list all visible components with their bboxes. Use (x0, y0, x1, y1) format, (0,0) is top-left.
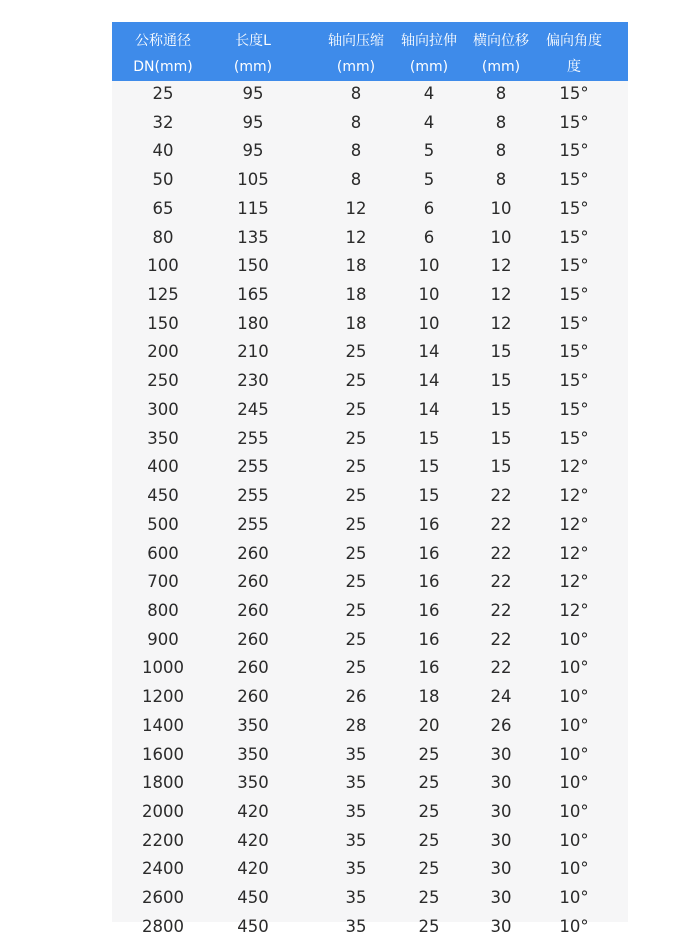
cell-lateral-offset: 22 (490, 629, 512, 649)
cell-lateral-offset: 12 (490, 256, 512, 276)
cell-deflection-angle: 10° (559, 715, 589, 735)
cell-axial-compression: 25 (345, 399, 367, 419)
cell-length: 420 (237, 801, 269, 821)
cell-axial-compression: 35 (345, 801, 367, 821)
cell-axial-extension: 25 (418, 859, 440, 879)
cell-length: 260 (237, 600, 269, 620)
header-lateral-offset (462, 22, 540, 81)
cell-axial-extension: 16 (418, 543, 440, 563)
cell-length: 255 (237, 514, 269, 534)
cell-axial-compression: 25 (345, 600, 367, 620)
cell-axial-extension: 16 (418, 600, 440, 620)
cell-axial-compression: 25 (345, 629, 367, 649)
cell-lateral-offset: 8 (495, 141, 507, 161)
table-row (112, 913, 628, 942)
cell-axial-compression: 25 (345, 371, 367, 391)
cell-nominal-diameter: 50 (152, 170, 174, 190)
cell-deflection-angle: 15° (559, 84, 589, 103)
cell-deflection-angle: 12° (559, 543, 589, 563)
table-row (112, 654, 628, 683)
table-row (112, 827, 628, 856)
cell-axial-compression: 25 (345, 572, 367, 592)
cell-nominal-diameter: 450 (147, 486, 179, 506)
cell-length: 255 (237, 457, 269, 477)
cell-axial-extension: 10 (418, 313, 440, 333)
cell-axial-compression: 28 (345, 715, 367, 735)
header-unit: (mm) (233, 59, 273, 75)
cell-length: 450 (237, 916, 269, 936)
cell-deflection-angle: 12° (559, 514, 589, 534)
cell-nominal-diameter: 350 (147, 428, 179, 448)
table-row (112, 884, 628, 913)
cell-lateral-offset: 15 (490, 371, 512, 391)
cell-deflection-angle: 10° (559, 744, 589, 764)
cell-axial-extension: 20 (418, 715, 440, 735)
cell-length: 260 (237, 629, 269, 649)
cell-deflection-angle: 12° (559, 486, 589, 506)
table-row (112, 626, 628, 655)
cell-axial-compression: 25 (345, 457, 367, 477)
cell-length: 165 (237, 285, 269, 305)
table-row (112, 683, 628, 712)
table-row (112, 540, 628, 569)
header-label: 长度L (235, 33, 271, 49)
header-label: 横向位移 (473, 33, 529, 49)
cell-lateral-offset: 22 (490, 600, 512, 620)
cell-nominal-diameter: 400 (147, 457, 179, 477)
cell-axial-compression: 35 (345, 830, 367, 850)
table-row (112, 338, 628, 367)
cell-deflection-angle: 15° (559, 198, 589, 218)
cell-axial-extension: 25 (418, 888, 440, 908)
cell-axial-extension: 16 (418, 514, 440, 534)
table-row (112, 855, 628, 884)
cell-length: 95 (242, 84, 264, 103)
table-row (112, 310, 628, 339)
cell-axial-extension: 25 (418, 830, 440, 850)
header-axial-compression (316, 22, 396, 81)
cell-axial-compression: 8 (350, 84, 362, 103)
cell-axial-compression: 25 (345, 428, 367, 448)
cell-deflection-angle: 15° (559, 256, 589, 276)
cell-axial-extension: 14 (418, 399, 440, 419)
cell-lateral-offset: 15 (490, 457, 512, 477)
cell-deflection-angle: 10° (559, 859, 589, 879)
cell-nominal-diameter: 80 (152, 227, 174, 247)
table-row (112, 597, 628, 626)
cell-length: 255 (237, 486, 269, 506)
cell-deflection-angle: 10° (559, 916, 589, 936)
cell-nominal-diameter: 2600 (142, 888, 184, 908)
cell-length: 260 (237, 543, 269, 563)
cell-axial-extension: 4 (423, 84, 435, 103)
cell-nominal-diameter: 800 (147, 600, 179, 620)
cell-length: 260 (237, 658, 269, 678)
header-unit: (mm) (409, 59, 449, 75)
cell-axial-extension: 4 (423, 112, 435, 132)
cell-length: 420 (237, 830, 269, 850)
cell-deflection-angle: 15° (559, 141, 589, 161)
header-label: 轴向压缩 (328, 33, 384, 49)
cell-lateral-offset: 10 (490, 198, 512, 218)
cell-nominal-diameter: 600 (147, 543, 179, 563)
table-row (112, 396, 628, 425)
cell-axial-extension: 16 (418, 572, 440, 592)
cell-nominal-diameter: 150 (147, 313, 179, 333)
header-unit: (mm) (336, 59, 376, 75)
cell-axial-compression: 25 (345, 514, 367, 534)
header-axial-extension (394, 22, 464, 81)
cell-axial-compression: 12 (345, 227, 367, 247)
cell-nominal-diameter: 65 (152, 198, 174, 218)
cell-length: 180 (237, 313, 269, 333)
cell-length: 135 (237, 227, 269, 247)
table-row (112, 224, 628, 253)
cell-lateral-offset: 22 (490, 486, 512, 506)
table-row (112, 252, 628, 281)
cell-nominal-diameter: 1600 (142, 744, 184, 764)
cell-deflection-angle: 15° (559, 428, 589, 448)
cell-axial-compression: 35 (345, 744, 367, 764)
header-label: 公称通径 (135, 33, 191, 49)
cell-lateral-offset: 10 (490, 227, 512, 247)
cell-lateral-offset: 15 (490, 399, 512, 419)
cell-axial-extension: 25 (418, 916, 440, 936)
cell-nominal-diameter: 250 (147, 371, 179, 391)
cell-axial-compression: 26 (345, 687, 367, 707)
cell-length: 105 (237, 170, 269, 190)
cell-length: 350 (237, 715, 269, 735)
cell-deflection-angle: 15° (559, 170, 589, 190)
cell-nominal-diameter: 100 (147, 256, 179, 276)
cell-length: 115 (237, 198, 269, 218)
cell-lateral-offset: 8 (495, 112, 507, 132)
table-row (112, 137, 628, 166)
cell-axial-extension: 10 (418, 285, 440, 305)
cell-axial-compression: 8 (350, 141, 362, 161)
cell-nominal-diameter: 40 (152, 141, 174, 161)
cell-deflection-angle: 15° (559, 227, 589, 247)
cell-axial-extension: 6 (423, 198, 435, 218)
table-row (112, 769, 628, 798)
table-body (112, 80, 628, 942)
cell-lateral-offset: 22 (490, 572, 512, 592)
cell-nominal-diameter: 900 (147, 629, 179, 649)
cell-axial-compression: 25 (345, 486, 367, 506)
cell-nominal-diameter: 500 (147, 514, 179, 534)
cell-lateral-offset: 12 (490, 313, 512, 333)
cell-deflection-angle: 10° (559, 687, 589, 707)
table-row (112, 195, 628, 224)
cell-deflection-angle: 12° (559, 600, 589, 620)
cell-length: 245 (237, 399, 269, 419)
cell-length: 260 (237, 687, 269, 707)
cell-axial-extension: 25 (418, 744, 440, 764)
cell-lateral-offset: 30 (490, 744, 512, 764)
cell-axial-extension: 18 (418, 687, 440, 707)
cell-deflection-angle: 10° (559, 888, 589, 908)
cell-deflection-angle: 15° (559, 399, 589, 419)
cell-deflection-angle: 12° (559, 572, 589, 592)
cell-nominal-diameter: 1000 (142, 658, 184, 678)
cell-axial-extension: 25 (418, 773, 440, 793)
cell-length: 350 (237, 744, 269, 764)
cell-axial-compression: 8 (350, 112, 362, 132)
table-header (112, 22, 628, 81)
cell-lateral-offset: 22 (490, 658, 512, 678)
table-row (112, 425, 628, 454)
cell-axial-extension: 14 (418, 342, 440, 362)
table-row (112, 109, 628, 138)
cell-axial-extension: 5 (423, 170, 435, 190)
cell-lateral-offset: 30 (490, 888, 512, 908)
cell-length: 150 (237, 256, 269, 276)
cell-nominal-diameter: 2000 (142, 801, 184, 821)
cell-axial-extension: 15 (418, 486, 440, 506)
header-label: 偏向角度 (546, 33, 602, 49)
cell-deflection-angle: 10° (559, 629, 589, 649)
cell-lateral-offset: 30 (490, 773, 512, 793)
cell-lateral-offset: 22 (490, 543, 512, 563)
cell-axial-compression: 18 (345, 313, 367, 333)
cell-nominal-diameter: 700 (147, 572, 179, 592)
cell-deflection-angle: 15° (559, 313, 589, 333)
cell-length: 255 (237, 428, 269, 448)
cell-lateral-offset: 26 (490, 715, 512, 735)
table-row (112, 166, 628, 195)
cell-length: 230 (237, 371, 269, 391)
cell-nominal-diameter: 300 (147, 399, 179, 419)
cell-axial-extension: 14 (418, 371, 440, 391)
cell-deflection-angle: 10° (559, 801, 589, 821)
header-deflection-angle (536, 22, 612, 81)
cell-axial-compression: 35 (345, 916, 367, 936)
cell-axial-extension: 25 (418, 801, 440, 821)
cell-axial-extension: 6 (423, 227, 435, 247)
cell-nominal-diameter: 32 (152, 112, 174, 132)
table-row (112, 798, 628, 827)
cell-length: 210 (237, 342, 269, 362)
table-row (112, 511, 628, 540)
cell-deflection-angle: 15° (559, 112, 589, 132)
cell-lateral-offset: 15 (490, 342, 512, 362)
cell-nominal-diameter: 2800 (142, 916, 184, 936)
cell-nominal-diameter: 2400 (142, 859, 184, 879)
cell-axial-compression: 35 (345, 773, 367, 793)
cell-lateral-offset: 12 (490, 285, 512, 305)
cell-axial-compression: 18 (345, 256, 367, 276)
table-row (112, 482, 628, 511)
cell-length: 450 (237, 888, 269, 908)
cell-nominal-diameter: 125 (147, 285, 179, 305)
cell-deflection-angle: 10° (559, 830, 589, 850)
cell-axial-compression: 25 (345, 658, 367, 678)
cell-lateral-offset: 30 (490, 859, 512, 879)
cell-deflection-angle: 10° (559, 658, 589, 678)
header-nominal-diameter (120, 22, 206, 81)
cell-axial-compression: 25 (345, 543, 367, 563)
cell-nominal-diameter: 1800 (142, 773, 184, 793)
cell-lateral-offset: 15 (490, 428, 512, 448)
cell-lateral-offset: 30 (490, 801, 512, 821)
cell-deflection-angle: 10° (559, 773, 589, 793)
cell-lateral-offset: 30 (490, 916, 512, 936)
cell-nominal-diameter: 1200 (142, 687, 184, 707)
cell-length: 420 (237, 859, 269, 879)
cell-nominal-diameter: 2200 (142, 830, 184, 850)
table-row (112, 80, 628, 109)
cell-lateral-offset: 8 (495, 84, 507, 103)
cell-nominal-diameter: 200 (147, 342, 179, 362)
cell-deflection-angle: 15° (559, 371, 589, 391)
header-length (210, 22, 296, 81)
cell-axial-compression: 35 (345, 888, 367, 908)
cell-axial-extension: 5 (423, 141, 435, 161)
table-row (112, 367, 628, 396)
table-row (112, 712, 628, 741)
cell-axial-extension: 15 (418, 428, 440, 448)
cell-deflection-angle: 15° (559, 342, 589, 362)
cell-axial-compression: 18 (345, 285, 367, 305)
cell-deflection-angle: 12° (559, 457, 589, 477)
table-row (112, 568, 628, 597)
cell-axial-extension: 16 (418, 629, 440, 649)
table-row (112, 453, 628, 482)
cell-length: 260 (237, 572, 269, 592)
cell-axial-extension: 15 (418, 457, 440, 477)
cell-length: 95 (242, 141, 264, 161)
cell-lateral-offset: 22 (490, 514, 512, 534)
cell-lateral-offset: 8 (495, 170, 507, 190)
cell-axial-extension: 16 (418, 658, 440, 678)
table-row (112, 741, 628, 770)
cell-length: 95 (242, 112, 264, 132)
cell-length: 350 (237, 773, 269, 793)
cell-axial-extension: 10 (418, 256, 440, 276)
cell-axial-compression: 25 (345, 342, 367, 362)
header-unit: 度 (567, 59, 581, 75)
header-label: 轴向拉伸 (401, 33, 457, 49)
cell-lateral-offset: 24 (490, 687, 512, 707)
cell-deflection-angle: 15° (559, 285, 589, 305)
spec-table (112, 22, 628, 936)
cell-nominal-diameter: 1400 (142, 715, 184, 735)
header-unit: (mm) (481, 59, 521, 75)
cell-nominal-diameter: 25 (152, 84, 174, 103)
header-unit: DN(mm) (133, 59, 193, 75)
cell-axial-compression: 35 (345, 859, 367, 879)
cell-axial-compression: 12 (345, 198, 367, 218)
table-row (112, 281, 628, 310)
cell-axial-compression: 8 (350, 170, 362, 190)
cell-lateral-offset: 30 (490, 830, 512, 850)
